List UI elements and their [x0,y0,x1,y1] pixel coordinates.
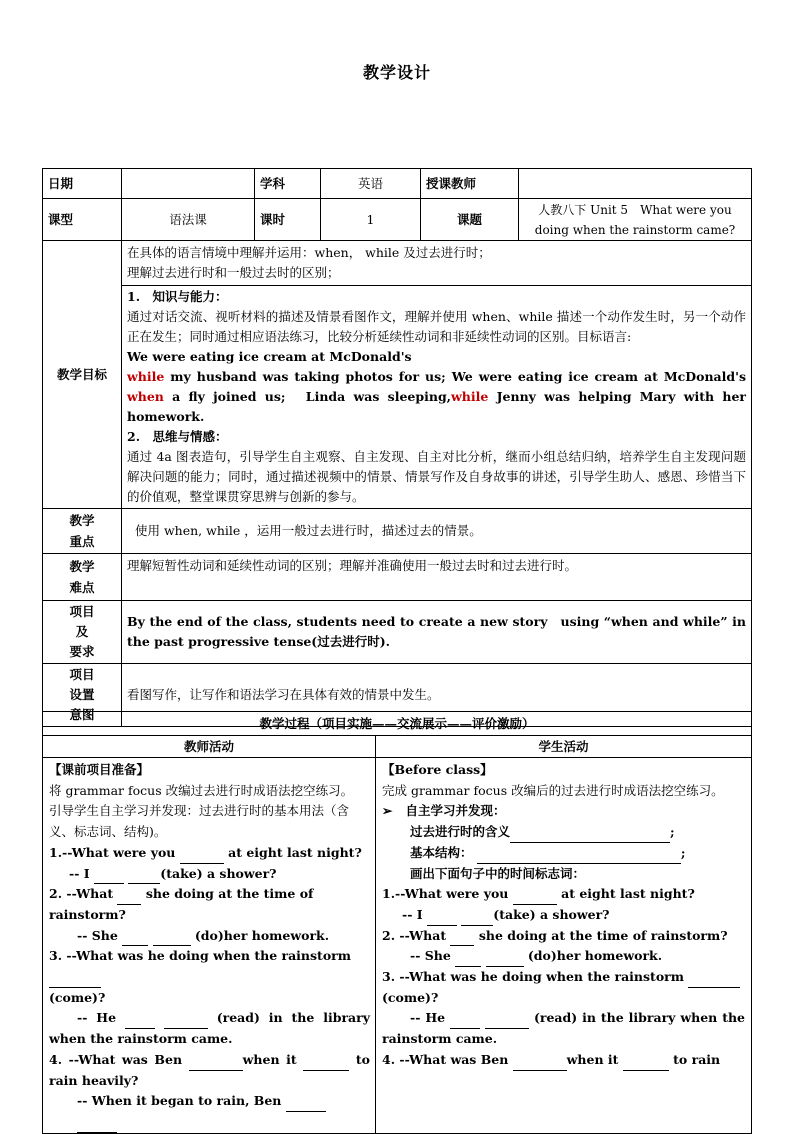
lesson-type-value: 语法课 [122,199,255,241]
lesson-type-label: 课型 [43,199,122,241]
project-text: By the end of the class, students need to create a new story using “when and while” in the past progressive tense(过去进行时). [122,601,752,664]
student-question-1: 1.--What were you at eight last night? [382,884,745,905]
teacher-value[interactable] [519,169,752,199]
teacher-answer-3: -- He (read) in the library when the rainstorm came. [49,1010,370,1047]
difficulty-text: 理解短暂性动词和延续性动词的区别；理解并准确使用一般过去时和过去进行时。 [122,554,752,601]
date-label: 日期 [43,169,122,199]
topic-label: 课题 [421,199,519,241]
teacher-activity-cell [43,758,376,1134]
teacher-line-1: 将 grammar focus 改编过去进行时成语法挖空练习。 [49,782,354,798]
student-heading: 【Before class】 [382,762,493,777]
teacher-question-3: 3. --What was he doing when the rainstorm (come)? [49,948,351,1005]
teacher-answer-4: -- When it began to rain, Ben [49,1091,370,1132]
setting-text: 看图写作，让写作和语法学习在具体有效的情景中发生。 [122,664,752,727]
arrow-bullet-icon: ➢ [382,803,393,819]
subject-value: 英语 [321,169,421,199]
difficulty-label: 教学 难点 [43,554,122,601]
teacher-line-2: 引导学生自主学习并发现：过去进行时的基本用法（含义、标志词、结构)。 [49,803,350,840]
date-value[interactable] [122,169,255,199]
student-question-3: 3. --What was he doing when the rainstorm (come)? [382,967,745,1008]
student-meaning: 过去进行时的含义 ; [382,822,745,843]
goals-content [122,241,752,509]
student-structure: 基本结构： ; [382,843,745,864]
teacher-question-1: 1.--What were you at eight last night? [49,843,370,864]
teacher-label: 授课教师 [421,169,519,199]
student-question-4: 4. --What was Ben when it to rain [382,1050,745,1071]
goal-heading-1: 1. 知识与能力： [127,289,228,304]
hours-label: 课时 [255,199,321,241]
project-label: 项目 及 要求 [43,601,122,664]
focus-label: 教学 重点 [43,509,122,554]
teacher-activity-header: 教师活动 [43,736,376,758]
student-activity-header: 学生活动 [376,736,752,758]
student-answer-3: -- He (read) in the library when the rainstorm came. [382,1010,746,1047]
teacher-answer-1: -- I (take) a shower? [49,864,370,885]
teacher-question-4: 4. --What was Ben when it to rain heavily? [49,1051,371,1088]
lesson-info-table [42,168,752,727]
process-header: 教学过程（项目实施——交流展示——评价激励） [43,712,752,736]
student-self-study: ➢ 自主学习并发现： [382,803,506,819]
subject-label: 学科 [255,169,321,199]
goal-example-sentences: We were eating ice cream at McDonald's while my husband was taking photos for us; We were eating ice cream at McDonald's when a fly joined us; Linda was sleeping,while Jenny was helping Mary with her homework. [127,349,746,424]
teacher-heading: 【课前项目准备】 [49,762,150,777]
blank-field[interactable] [180,849,224,864]
goals-label: 教学目标 [43,241,122,509]
process-table [42,711,752,1134]
student-time-markers: 画出下面句子中的时间标志词： [410,865,586,881]
student-line-1: 完成 grammar focus 改编后的过去进行时成语法挖空练习。 [382,782,724,798]
student-question-2: 2. --What she doing at the time of rainstorm? [382,926,745,947]
teacher-answer-2: -- She (do)her homework. [49,926,370,947]
focus-text: 使用 when, while ，运用一般过去进行时，描述过去的情景。 [122,509,752,554]
goal-paragraph-2: 通过 4a 图表造句，引导学生自主观察、自主发现、自主对比分析，继而小组总结归纳，培养学生自主发现问题解决问题的能力；同时，通过描述视频中的情景、情景写作及自身故事的讲述，引导学生助人、感恩、珍惜当下的价值观，整堂课贯穿思辨与创新的参与。 [127,449,746,504]
document-title: 教学设计 [362,63,431,82]
goal-heading-2: 2. 思维与情感： [127,429,228,444]
student-answer-2: -- She (do)her homework. [382,946,745,967]
topic-line-1: 人教八下 Unit 5 What were you [538,202,732,217]
topic-line-2: doing when the rainstorm came? [534,222,736,237]
topic-value [519,199,752,241]
student-answer-1: -- I (take) a shower? [382,905,745,926]
student-activity-cell [376,758,752,1134]
hours-value: 1 [321,199,421,241]
goal-paragraph-1: 通过对话交流、视听材料的描述及情景看图作文，理解并使用 when、while 描述一个动作发生时，另一个动作正在发生；同时通过相应语法练习，比较分析延续性动词和非延续性动词的区别。目标语言: [127,309,746,344]
goal-line-2: 理解过去进行时和一般过去时的区别； [127,265,340,280]
goal-line-1: 在具体的语言情境中理解并运用：when， while 及过去进行时； [127,245,491,260]
setting-label: 项目 设置 意图 [43,664,122,727]
teacher-question-2: 2. --What she doing at the time of rainstorm? [49,886,314,922]
